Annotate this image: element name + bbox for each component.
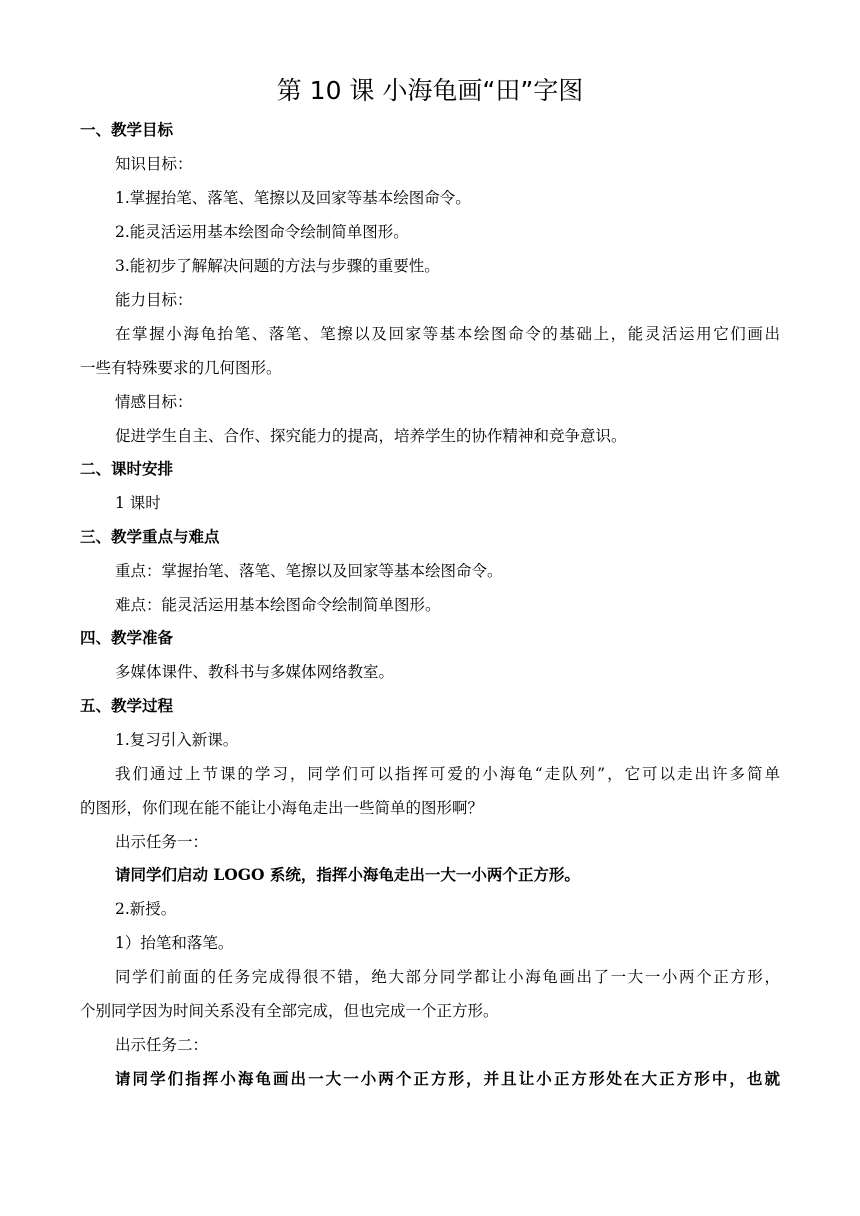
knowledge-goal-item-2: 2.能灵活运用基本绘图命令绘制简单图形。 [115,223,409,241]
difficult-point-text: 难点：能灵活运用基本绘图命令绘制简单图形。 [115,596,441,614]
task-2-text: 请同学们指挥小海龟画出一大一小两个正方形，并且让小正方形处在大正方形中，也就 [115,1069,780,1088]
knowledge-goal-item-1: 1.掌握抬笔、落笔、笔擦以及回家等基本绘图命令。 [115,189,471,207]
task-1-text: 请同学们启动 LOGO 系统，指挥小海龟走出一大一小两个正方形。 [115,865,580,884]
key-point-text: 重点：掌握抬笔、落笔、笔擦以及回家等基本绘图命令。 [115,562,503,580]
process-step-1: 1.复习引入新课。 [115,731,239,749]
process-paragraph-1-line-1: 我们通过上节课的学习，同学们可以指挥可爱的小海龟“走队列”，它可以走出许多简单 [115,765,780,783]
process-substep-1: 1）抬笔和落笔。 [115,934,234,952]
section-heading-preparation: 四、教学准备 [80,629,174,647]
section-heading-schedule: 二、课时安排 [80,460,174,478]
process-paragraph-1-line-2: 的图形，你们现在能不能让小海龟走出一些简单的图形啊？ [80,799,484,817]
section-heading-process: 五、教学过程 [80,697,174,715]
task-2-label: 出示任务二： [115,1036,209,1054]
ability-goal-paragraph-line-2: 一些有特殊要求的几何图形。 [80,359,282,377]
knowledge-goal-label: 知识目标： [115,155,193,173]
process-step-2: 2.新授。 [115,900,177,918]
section-heading-key-points: 三、教学重点与难点 [80,528,220,546]
page-title: 第 10 课 小海龟画“田”字图 [276,76,584,105]
process-paragraph-2-line-2: 个别同学因为时间关系没有全部完成，但也完成一个正方形。 [80,1002,499,1020]
emotion-goal-text: 促进学生自主、合作、探究能力的提高，培养学生的协作精神和竞争意识。 [115,427,627,445]
task-1-label: 出示任务一： [115,833,209,851]
preparation-text: 多媒体课件、教科书与多媒体网络教室。 [115,663,395,681]
schedule-text: 1 课时 [115,494,161,512]
ability-goal-label: 能力目标： [115,291,193,309]
emotion-goal-label: 情感目标： [115,393,193,411]
knowledge-goal-item-3: 3.能初步了解解决问题的方法与步骤的重要性。 [115,257,440,275]
ability-goal-paragraph-line-1: 在掌握小海龟抬笔、落笔、笔擦以及回家等基本绘图命令的基础上，能灵活运用它们画出 [115,325,780,343]
section-heading-teaching-goals: 一、教学目标 [80,121,174,139]
process-paragraph-2-line-1: 同学们前面的任务完成得很不错，绝大部分同学都让小海龟画出了一大一小两个正方形， [115,968,780,986]
